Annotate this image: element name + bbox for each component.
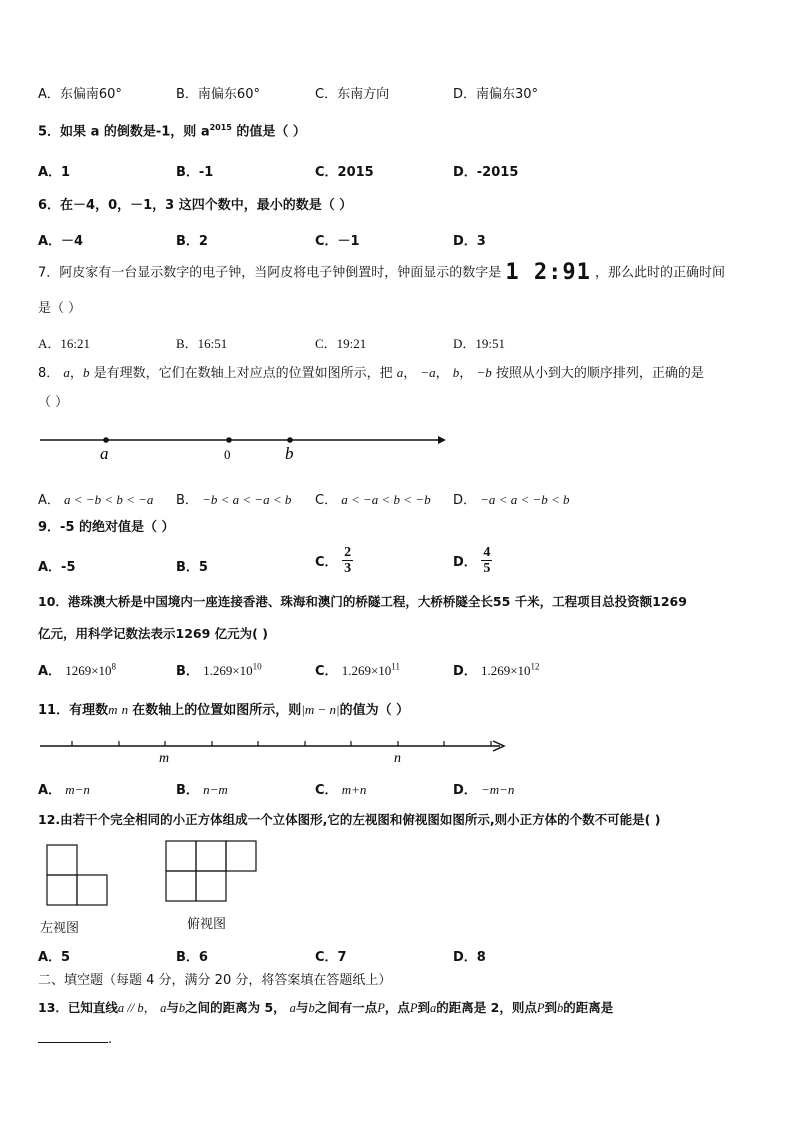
q10-option-d-base: 1.269×10 [480,663,531,678]
q12-stem: 12.由若干个完全相同的小正方体组成一个立体图形,它的左视图和俯视图如图所示,则小正方体的个数不可能是( ) [38,812,661,827]
q6-option-c: C．－1 [315,234,360,249]
q11-number-line [38,735,518,767]
q8-point-b [287,437,293,443]
q9-option-a: A．-5 [38,560,76,575]
q7-stem-text: 7．阿皮家有一台显示数字的电子钟，当阿皮将电子钟倒置时，钟面显示的数字是 [38,265,502,281]
q9-option-c-letter: C． [315,555,338,570]
q7-option-b: B．16:51 [176,336,228,351]
q8-stem-mid: 是有理数，它们在数轴上对应点的位置如图所示，把 [93,366,393,381]
section2-title: 二、填空题（每题 4 分，满分 20 分，将答案填在答题纸上） [38,973,392,988]
q8-label-zero: 0 [224,447,231,462]
q8-option-d [453,489,570,508]
q13-stem-text: 13．已知直线 [38,1000,118,1015]
q9-option-b: B．5 [176,560,208,575]
q12-option-d: D．8 [453,950,486,965]
q11-option-c-expr: m+n [341,782,367,797]
q13-stem [38,999,613,1017]
q8-option-c [315,489,431,508]
q9-option-d [453,545,492,576]
q10-option-b-exp: 10 [252,661,262,672]
q13-var-b: b [178,1001,186,1015]
q8-sep: ， [69,366,83,381]
q12-top-view-label: 俯视图 [187,917,227,932]
q12-option-c: C．7 [315,950,347,965]
q5-exponent: 2015 [209,123,232,132]
q13-dist2-text: 的距离是 2，则点 [436,1000,537,1015]
q8-option-b [176,489,291,508]
q8-label-b: b [285,444,294,463]
q13-parallel-expr: a // b [117,1001,144,1015]
q8-option-a-expr: a < −b < b < −a [64,492,154,507]
q11-stem-tail: 的值为（ ） [339,703,410,718]
q10-stem-line1: 10．港珠澳大桥是中国境内一座连接香港、珠海和澳门的桥隧工程，大桥桥隧全长55 千米，工程项目总投资额1269 [38,594,687,609]
q7-option-a: A．16:21 [38,336,91,351]
q8-item-1: a [396,365,404,380]
q13-period: . [108,1032,113,1047]
q8-option-d-expr: −a < a < −b < b [480,492,570,507]
q13-var-b-3: b [556,1001,564,1015]
q8-number: 8． [38,366,60,381]
q11-stem-text: 11．有理数 [38,703,109,718]
q7-stem-tail: ，那么此时的正确时间 [595,265,726,281]
q7-option-c: C．19:21 [315,336,367,351]
q4-option-b: B．南偏东60° [176,87,260,102]
q11-var-n: n [121,702,129,717]
q4-option-a: A．东偏南60° [38,87,122,102]
q13-comma: ， [143,1000,157,1015]
q13-var-b-2: b [308,1001,315,1015]
q12-left-view-label: 左视图 [40,921,80,936]
q13-answer-line [38,1032,112,1047]
q8-point-zero [226,437,232,443]
q8-label-a: a [100,444,109,463]
q10-option-b-base: 1.269×10 [203,663,253,678]
q8-stem: 8． a，b 是有理数，它们在数轴上对应点的位置如图所示，把 a， −a， b， −b 按照从小到大的顺序排列，正确的是 [38,365,704,381]
q8-number-line [38,428,448,464]
q8-point-a [103,437,109,443]
q10-option-d-exp: 12 [530,661,540,672]
q13-question-text: 的距离是 [563,1000,614,1015]
q11-option-b-letter: B． [176,783,199,798]
q10-option-c-letter: C． [315,664,338,679]
q9-option-d-letter: D． [453,555,477,570]
q10-option-b-letter: B． [176,664,199,679]
q10-option-a [38,660,116,679]
q6-option-a: A．－4 [38,234,84,249]
q8-option-b-expr: −b < a < −a < b [202,492,292,507]
q11-label-m: m [159,751,170,766]
q8-paren: （ ） [38,395,69,410]
q8-axis-arrow [438,436,446,444]
q9-option-c-fraction [342,545,353,576]
q4-option-c: C．东南方向 [315,87,390,102]
q8-var-b: b [82,365,90,380]
q12-top-view [165,840,259,904]
q8-option-a [38,489,153,508]
q5-option-c: C．2015 [315,165,374,180]
q13-point-label: ，点 [384,1000,410,1015]
q10-option-c-base: 1.269×10 [341,663,392,678]
q8-item-2: −a [420,365,436,380]
q9-stem: 9．-5 的绝对值是（ ） [38,520,175,535]
q9-option-c-numerator: 2 [344,545,352,560]
q9-option-c-denominator: 3 [344,561,352,576]
q13-var-a-2: a [289,1001,296,1015]
q13-var-p: P [377,1001,385,1015]
q8-option-d-letter: D． [453,493,477,508]
q10-option-b [176,660,262,679]
q13-to: 到 [417,1000,431,1015]
q11-stem-mid: 在数轴上的位置如图所示，则 [132,703,302,718]
q10-option-c-exp: 11 [391,661,400,672]
q13-var-p-2: P [409,1001,418,1015]
q13-and: 与 [166,1000,179,1015]
q7-clock-display: 1 2:91 [505,260,591,285]
q11-option-c [315,779,366,798]
q13-answer-blank[interactable] [38,1032,108,1043]
q11-label-n: n [394,751,401,766]
q4-option-d: D．南偏东30° [453,87,539,102]
q11-abs-expr: |m − n| [301,702,340,717]
q11-option-a-letter: A． [38,783,62,798]
q5-option-a: A．1 [38,165,71,180]
q11-option-d [453,779,514,798]
q7-stem [38,262,725,284]
q11-option-b-expr: n−m [203,782,228,797]
q8-option-c-expr: a < −a < b < −b [341,492,431,507]
q10-stem-line2: 亿元，用科学记数法表示1269 亿元为( ) [38,626,268,641]
q11-option-d-letter: D． [453,783,477,798]
q10-option-c [315,660,400,679]
q11-stem [38,701,409,720]
q11-option-a [38,779,90,798]
q13-var-a-3: a [430,1001,437,1015]
q8-var-a: a [63,365,70,380]
q9-option-c [315,545,353,576]
q6-stem: 6．在－4，0，－1，3 这四个数中，最小的数是（ ） [38,198,353,213]
q5-option-b: B．-1 [176,165,214,180]
q6-option-b: B．2 [176,234,208,249]
q13-point-text: 之间有一点 [314,1000,378,1015]
q12-option-a: A．5 [38,950,71,965]
q13-distance-text: 之间的距离为 5， [185,1000,286,1015]
q9-option-d-denominator: 5 [483,561,491,576]
q11-option-d-expr: −m−n [480,782,515,797]
q6-option-d: D．3 [453,234,486,249]
q10-option-d [453,660,540,679]
q10-option-a-exp: 8 [111,661,117,672]
q8-option-a-letter: A． [38,493,60,508]
q13-var-a: a [160,1001,167,1015]
q11-option-b [176,779,228,798]
q11-option-c-letter: C． [315,783,338,798]
q7-option-d: D．19:51 [453,336,506,351]
q11-option-a-expr: m−n [65,782,90,797]
q13-var-p-3: P [536,1001,545,1015]
q10-option-d-letter: D． [453,664,477,679]
q8-item-4: −b [476,365,492,380]
q8-option-c-letter: C． [315,493,338,508]
q5-stem-text: 5．如果 a 的倒数是-1，则 a [38,124,210,140]
q8-stem-end: 按照从小到大的顺序排列，正确的是 [495,366,704,381]
q8-item-3: b [452,365,460,380]
q10-option-a-base: 1269×10 [65,663,112,678]
q13-and-2: 与 [295,1000,309,1015]
q9-option-d-numerator: 4 [483,545,491,560]
q8-option-b-letter: B． [176,493,198,508]
q12-left-view [46,844,110,908]
q5-stem-tail: 的值是（ ） [231,124,306,140]
q7-stem-line2: 是（ ） [38,301,82,316]
q9-option-d-fraction [481,545,492,576]
q13-to-2: 到 [544,1000,557,1015]
q5-option-d: D．-2015 [453,165,519,180]
q10-option-a-letter: A． [38,664,62,679]
q5-stem [38,119,306,141]
q11-var-m: m [108,702,118,717]
q12-option-b: B．6 [176,950,208,965]
